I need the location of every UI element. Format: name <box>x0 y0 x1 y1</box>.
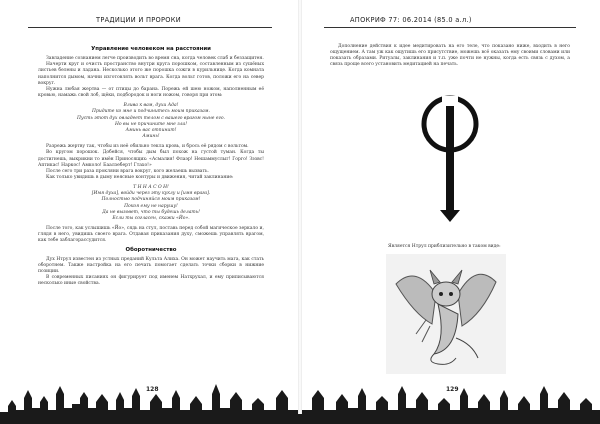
verse-line: [Имя духа], войди через эту куклу и [имя врага]. <box>91 191 211 197</box>
paragraph: Дух Нтрул известен из устных преданий Культа Алиха. Он может научить мага, как стать оборотнем. Также настройка на его печать помогает сделать точки сборки в нижние позиции. <box>38 256 264 274</box>
paragraph: Как только увидишь в дыму неясные контуры и движения, читай заклинание: <box>46 174 234 180</box>
section-title: Управление человеком на расстоянии <box>91 46 211 52</box>
paragraph: В современных писаниях он фигурирует под именем Натхрухал, и ему приписываются несколько иные свойства. <box>38 275 264 287</box>
paragraph: После того, как услышишь «Йо», сядь на стул, поставь перед собой магическое зеркало и, глядя в него, увидишь своего врага. Отдавая приказания духу, сможешь управлять врагом, как тебе заблагорассудится. <box>38 226 264 244</box>
paragraph: Дополнение действия к идее медитировать на его теле, что показано ниже, входить в него ощущением. А там уж как ощутишь его присутствие, можешь всё оказать ему своими словами или показать образами. Ритуалы, заклинания и т.п. уже почти не нужны, когда есть связь с духом, а связь проще всего установить медитацией на печать. <box>330 44 570 68</box>
verse-line: Аминь! <box>142 134 160 140</box>
paragraph: Нужна любая жертва — от птицы до барана. Порежь ей шею ножом, наполненным её кровью, намажь свой лоб, щёки, подбородок и ноги ножом, говоря при этом: <box>38 86 264 99</box>
right-page-body <box>330 44 570 69</box>
verse-line: Но вы не причините мне зла! <box>114 121 188 127</box>
paragraph: Начерти круг и очисть пространство внутри круга порошком, составленным из сушёных листьев белены и ладана. Несколько этого же порошка сожги в курильнице. Когда комната наполнится дымом, начни изготовлять вольт врага. Когда вольт готов, положи его на север вокруг. <box>38 62 264 86</box>
verse-line: Покоя ему не нарушу! <box>124 203 178 209</box>
right-page <box>300 0 600 424</box>
figure-caption: Является Нтрул приблизительно в таком виде: <box>388 244 501 249</box>
page-number: 129 <box>446 386 459 393</box>
verse-line: Аминь вас отпинит! <box>125 127 177 133</box>
verse-line: Да не вызовет, что ты будешь делать! <box>102 209 200 215</box>
verse-line: Полностью подчиняйся моим приказам! <box>101 197 201 203</box>
incantation-verse <box>38 103 264 140</box>
verse-line: Придите ко мне и подчинитесь моим приказам. <box>92 109 210 115</box>
paragraph: Разрежь жертву так, чтобы из неё обильно текла кровь, и брось её рядом с вольтом. <box>46 144 249 150</box>
header-rule <box>28 27 272 28</box>
section-title: Оборотничество <box>125 246 177 253</box>
running-header: АПОКРИФ 77: 06.2014 (85.0 а.л.) <box>350 16 472 24</box>
verse-line: Влива к вам, духи Ада! <box>123 103 179 109</box>
city-skyline-decoration <box>0 380 600 424</box>
paragraph: Завладение сознанием легче производить во время сна, когда человек слаб и беззащитен. <box>46 56 264 62</box>
demon-drawing-icon <box>386 254 506 374</box>
paragraph: После сего три раза прокляни врага вокруг, кого желаешь вызвать. <box>46 168 209 174</box>
left-page-body <box>38 44 264 287</box>
paragraph: Во кругом порошок. Добейся, чтобы дым был похож на густой туман. Когда ты достигнешь, выкрикни то имён Приносящих: «Асмалия! Флаэр! Нешаммуслыг! Горго! Зэзвс! Аптикас! Наркос! Амколо! Баалзеберт! Гтахо!» <box>38 150 264 168</box>
verse-line: Пусть этот дух овладеет телом с вашего врагом ныне его. <box>77 115 225 121</box>
verse-line: Если ты согласен, скажи «Йо». <box>112 215 190 221</box>
verse-line: Т Н Н А С О Н! <box>133 185 169 191</box>
header-rule <box>324 27 576 28</box>
sigil-icon <box>408 84 492 224</box>
running-header: ТРАДИЦИИ И ПРОРОКИ <box>96 16 182 24</box>
page-number: 128 <box>146 386 159 393</box>
incantation-verse <box>38 185 264 222</box>
